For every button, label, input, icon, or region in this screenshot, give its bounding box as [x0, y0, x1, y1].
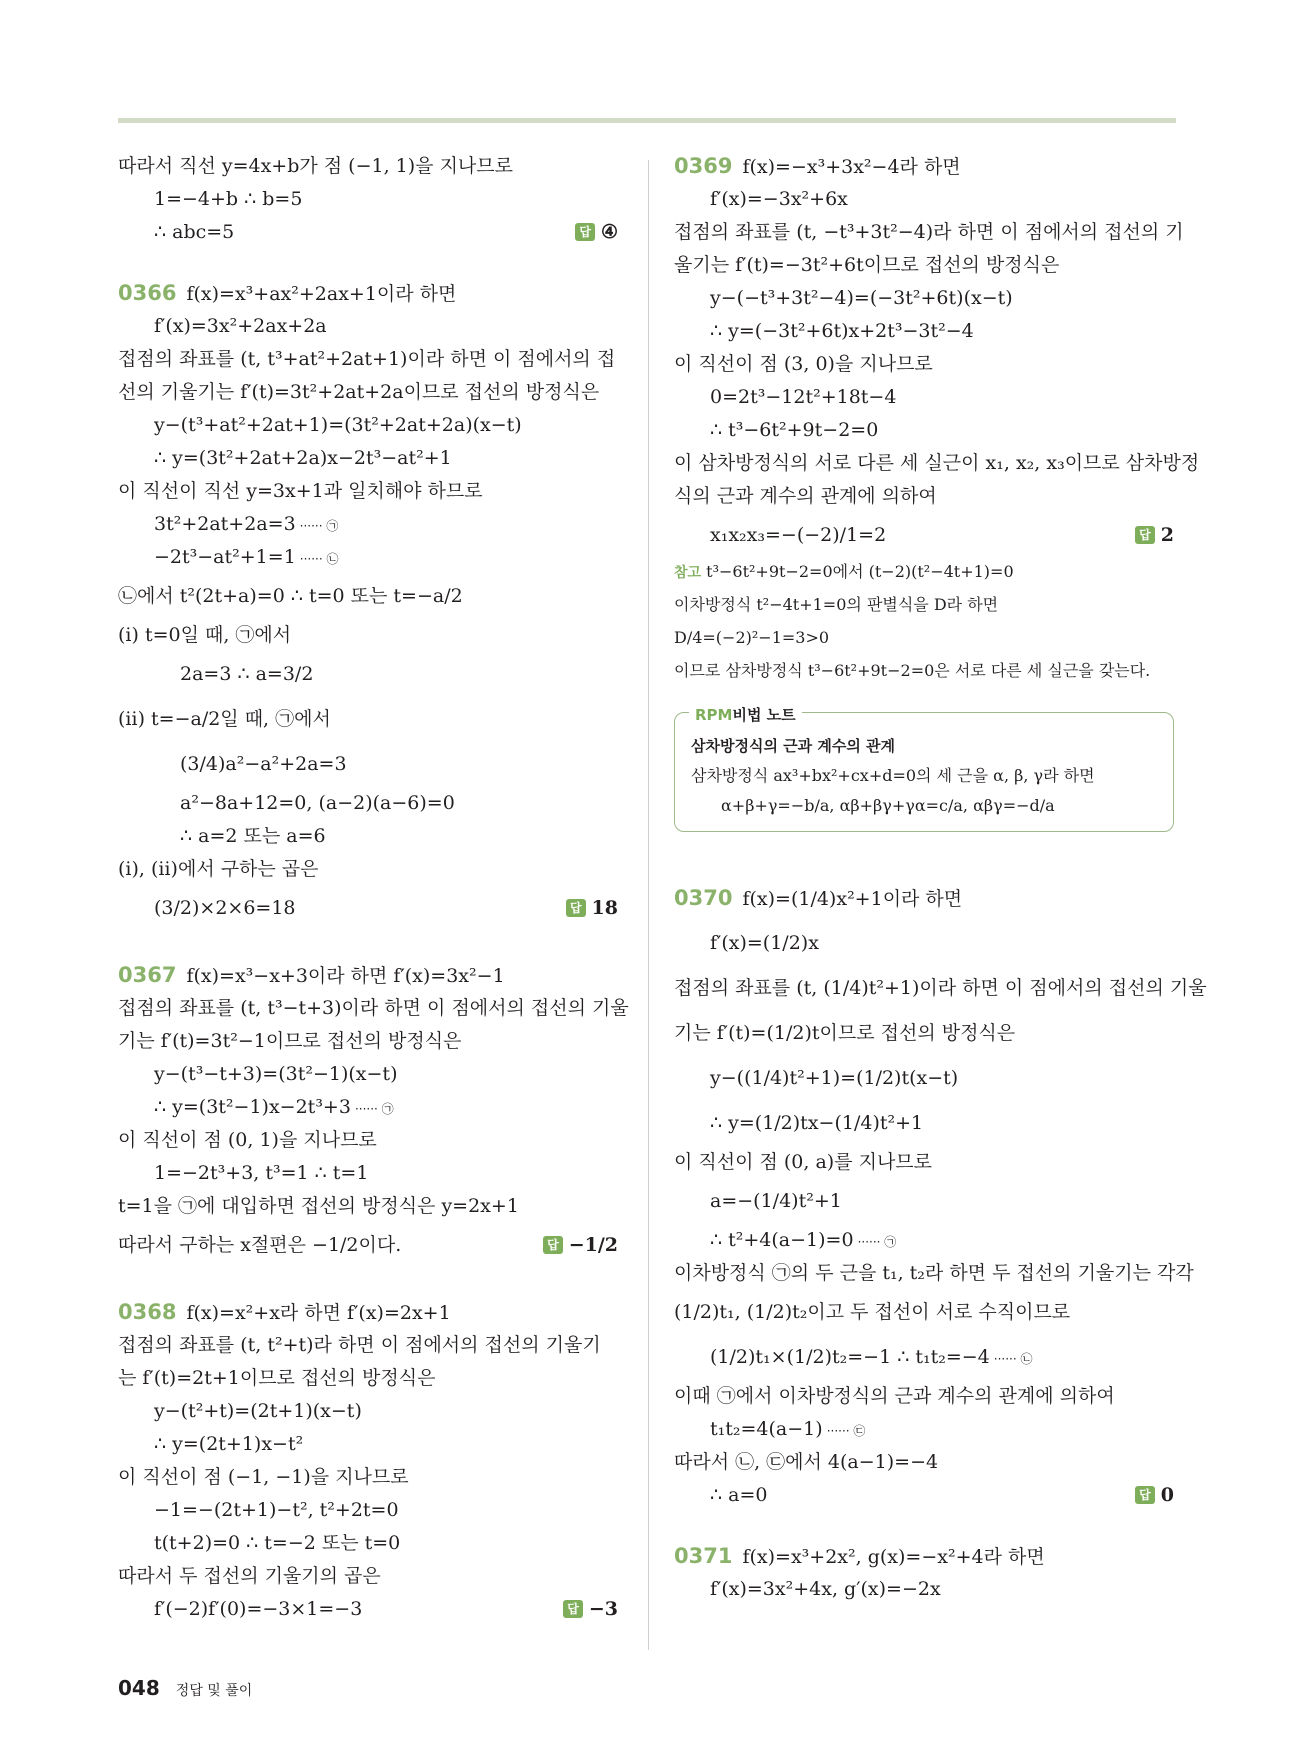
solution-line [674, 282, 1174, 315]
answer [566, 886, 618, 931]
solution-text: f(x)=(1/4)x²+1이라 하면 [742, 888, 963, 910]
solution-text: ∴ y=(3t²−1)x−2t³+3 [154, 1096, 351, 1118]
solution-line [118, 541, 618, 574]
page-footer-label: 정답 및 풀이 [175, 1683, 253, 1699]
solution-line [118, 1025, 618, 1058]
solution-line [118, 1058, 618, 1091]
section-gap [118, 1268, 618, 1296]
solution-text: ∴ abc=5 [154, 221, 235, 243]
solution-line [118, 787, 618, 820]
solution-line [674, 1380, 1174, 1413]
solution-text: 이 직선이 점 (3, 0)을 지나므로 [674, 353, 933, 375]
page-number: 048 [118, 1676, 160, 1700]
answer-icon: 답 [575, 223, 595, 241]
reference-note-line [674, 558, 1174, 591]
top-rule [118, 118, 1176, 123]
page-footer [118, 1676, 252, 1700]
solution-text: t(t+2)=0 ∴ t=−2 또는 t=0 [154, 1532, 401, 1554]
solution-line [118, 442, 618, 475]
solution-text: 이 직선이 점 (−1, −1)을 지나므로 [118, 1466, 409, 1488]
problem-header [674, 150, 1174, 183]
rpm-note-box [674, 706, 1174, 832]
equation-tag: ······ ㉠ [857, 1235, 897, 1249]
solution-text: f′(x)=−3x²+6x [710, 188, 848, 210]
section-gap [118, 931, 618, 959]
reference-note-text: t³−6t²+9t−2=0에서 (t−2)(t²−4t+1)=0 [706, 562, 1014, 581]
solution-text: 따라서 두 접선의 기울기의 곱은 [118, 1565, 381, 1587]
solution-text: 접점의 좌표를 (t, t³+at²+2at+1)이라 하면 이 점에서의 접 [118, 348, 616, 370]
solution-line [118, 1494, 618, 1527]
problem-header [674, 1540, 1174, 1573]
rpm-note-title [689, 699, 802, 732]
solution-line [118, 1091, 618, 1124]
section-gap [674, 1512, 1174, 1540]
solution-text: (ⅰ) t=0일 때, ㉠에서 [118, 624, 292, 646]
reference-note-line [674, 624, 1174, 657]
solution-line [674, 1479, 1174, 1512]
answer [575, 216, 618, 249]
solution-text: t=1을 ㉠에 대입하면 접선의 방정식은 y=2x+1 [118, 1195, 519, 1217]
equation-tag: ······ ㉡ [299, 552, 339, 566]
answer-value: ④ [600, 221, 618, 243]
solution-text: 따라서 구하는 x절편은 −1/2이다. [118, 1234, 402, 1256]
solution-line [118, 574, 618, 619]
solution-text: y−(t²+t)=(2t+1)(x−t) [154, 1400, 362, 1422]
left-column [118, 150, 629, 1626]
solution-line [674, 183, 1174, 216]
solution-text: 0=2t³−12t²+18t−4 [710, 386, 897, 408]
solution-text: 이 직선이 직선 y=3x+1과 일치해야 하므로 [118, 480, 483, 502]
problem-number: 0368 [118, 1300, 177, 1324]
solution-line [118, 619, 618, 652]
rpm-note-heading: 삼차방정식의 근과 계수의 관계 [691, 737, 896, 755]
problem-header [118, 1296, 618, 1329]
solution-line [674, 1224, 1174, 1257]
section-gap [674, 848, 1174, 876]
solution-line [118, 150, 618, 183]
solution-text: ∴ t³−6t²+9t−2=0 [710, 419, 879, 441]
solution-line [674, 1146, 1174, 1179]
solution-text: 이때 ㉠에서 이차방정식의 근과 계수의 관계에 의하여 [674, 1385, 1115, 1407]
answer [1135, 1479, 1174, 1512]
solution-line [118, 886, 618, 931]
solution-text: 이 삼차방정식의 서로 다른 세 실근이 x₁, x₂, x₃이므로 삼차방정 [674, 452, 1200, 474]
answer-value: 0 [1160, 1484, 1174, 1506]
solution-line [674, 249, 1174, 282]
solution-line [674, 447, 1200, 480]
solution-line [118, 310, 618, 343]
rpm-note-formula: α+β+γ=−b/a, αβ+βγ+γα=c/a, αβγ=−d/a [721, 796, 1055, 815]
solution-text: 2a=3 ∴ a=3/2 [180, 663, 314, 685]
problem-number: 0371 [674, 1544, 733, 1568]
answer-icon: 답 [1135, 526, 1155, 544]
solution-line [674, 1290, 1174, 1335]
solution-text: 이차방정식 ㉠의 두 근을 t₁, t₂라 하면 두 접선의 기울기는 각각 [674, 1262, 1194, 1284]
solution-text: ∴ a=2 또는 a=6 [180, 825, 326, 847]
solution-text: (ⅰ), (ⅱ)에서 구하는 곱은 [118, 858, 319, 880]
solution-line [118, 376, 618, 409]
problem-header [674, 876, 1174, 921]
solution-text: f(x)=−x³+3x²−4라 하면 [742, 156, 961, 178]
reference-note-text: D/4=(−2)²−1=3>0 [674, 628, 830, 647]
solution-text: 식의 근과 계수의 관계에 의하여 [674, 485, 937, 507]
solution-text: f(x)=x²+x라 하면 f′(x)=2x+1 [186, 1302, 451, 1324]
solution-text: f′(x)=3x²+4x, g′(x)=−2x [710, 1578, 941, 1600]
solution-line [118, 652, 618, 697]
answer-icon: 답 [1135, 1486, 1155, 1504]
solution-line [674, 381, 1174, 414]
answer [1135, 513, 1174, 558]
reference-note-text: 이므로 삼차방정식 t³−6t²+9t−2=0은 서로 다른 세 실근을 갖는다. [674, 661, 1151, 680]
answer-icon: 답 [543, 1236, 563, 1254]
solution-line [118, 1329, 618, 1362]
solution-line [674, 1101, 1174, 1146]
solution-line [118, 409, 618, 442]
solution-text: 기는 f′(t)=(1/2)t이므로 접선의 방정식은 [674, 1022, 1016, 1044]
answer [563, 1593, 618, 1626]
rpm-note-text: 삼차방정식 ax³+bx²+cx+d=0의 세 근을 α, β, γ라 하면 [691, 766, 1095, 785]
solution-line [674, 1413, 1174, 1446]
column-divider [648, 160, 649, 1650]
solution-line [118, 1395, 618, 1428]
solution-text: ∴ y=(1/2)tx−(1/4)t²+1 [710, 1112, 924, 1134]
solution-text: 이 직선이 점 (0, 1)을 지나므로 [118, 1129, 377, 1151]
solution-text: y−(−t³+3t²−4)=(−3t²+6t)(x−t) [710, 287, 1013, 309]
solution-line [118, 1428, 618, 1461]
rpm-label-suffix: 비법 노트 [732, 706, 796, 724]
solution-text: y−(t³+at²+2at+1)=(3t²+2at+2a)(x−t) [154, 414, 522, 436]
solution-line [674, 1011, 1174, 1056]
problem-header [118, 277, 618, 310]
solution-text: ∴ a=0 [710, 1484, 768, 1506]
reference-note-line [674, 657, 1174, 690]
equation-tag: ······ ㉠ [354, 1102, 394, 1116]
solution-text: f(x)=x³+ax²+2ax+1이라 하면 [186, 283, 457, 305]
solution-text: f′(x)=3x²+2ax+2a [154, 315, 327, 337]
section-gap [118, 249, 618, 277]
solution-text: a²−8a+12=0, (a−2)(a−6)=0 [180, 792, 455, 814]
solution-text: 접점의 좌표를 (t, −t³+3t²−4)라 하면 이 점에서의 접선의 기 [674, 221, 1184, 243]
solution-text: (3/4)a²−a²+2a=3 [180, 753, 347, 775]
right-column [674, 150, 1207, 1606]
solution-line [118, 183, 618, 216]
solution-text: 따라서 직선 y=4x+b가 점 (−1, 1)을 지나므로 [118, 155, 513, 177]
solution-line [118, 1223, 618, 1268]
solution-line [118, 343, 618, 376]
solution-text: ∴ y=(−3t²+6t)x+2t³−3t²−4 [710, 320, 974, 342]
solution-text: ∴ t²+4(a−1)=0 [710, 1229, 854, 1251]
solution-text: f(x)=x³−x+3이라 하면 f′(x)=3x²−1 [186, 965, 505, 987]
solution-line [118, 1461, 618, 1494]
solution-line [674, 480, 1174, 513]
solution-line [674, 513, 1174, 558]
problem-number: 0366 [118, 281, 177, 305]
solution-line [674, 1573, 1174, 1606]
solution-text: 접점의 좌표를 (t, (1/4)t²+1)이라 하면 이 점에서의 접선의 기울 [674, 977, 1207, 999]
equation-tag: ······ ㉢ [826, 1424, 866, 1438]
problem-number: 0370 [674, 886, 733, 910]
solution-line [118, 1527, 618, 1560]
solution-text: 1=−2t³+3, t³=1 ∴ t=1 [154, 1162, 369, 1184]
reference-note-line [674, 591, 1174, 624]
solution-text: 선의 기울기는 f′(t)=3t²+2at+2a이므로 접선의 방정식은 [118, 381, 600, 403]
answer-icon: 답 [566, 899, 586, 917]
solution-text: f′(x)=(1/2)x [710, 932, 819, 954]
solution-line [118, 475, 618, 508]
solution-text: f′(−2)f′(0)=−3×1=−3 [154, 1598, 363, 1620]
solution-line [118, 1190, 618, 1223]
rpm-label: RPM [695, 706, 733, 724]
answer-icon: 답 [563, 1600, 583, 1618]
solution-line [674, 1257, 1194, 1290]
solution-line [118, 508, 618, 541]
solution-text: f(x)=x³+2x², g(x)=−x²+4라 하면 [742, 1546, 1045, 1568]
solution-line [674, 1335, 1174, 1380]
solution-line [674, 348, 1174, 381]
solution-line [674, 315, 1174, 348]
reference-note-label: 참고 [674, 565, 702, 581]
solution-text: 1=−4+b ∴ b=5 [154, 188, 303, 210]
solution-text: ∴ y=(2t+1)x−t² [154, 1433, 304, 1455]
solution-line [674, 966, 1207, 1011]
solution-text: y−(t³−t+3)=(3t²−1)(x−t) [154, 1063, 398, 1085]
solution-line [118, 1560, 618, 1593]
solution-line [674, 1446, 1174, 1479]
solution-text: (ⅱ) t=−a/2일 때, ㉠에서 [118, 708, 331, 730]
solution-line [118, 992, 629, 1025]
solution-line [674, 1056, 1174, 1101]
solution-line [118, 1362, 618, 1395]
solution-text: 이 직선이 점 (0, a)를 지나므로 [674, 1151, 933, 1173]
solution-text: −1=−(2t+1)−t², t²+2t=0 [154, 1499, 399, 1521]
answer-value: −3 [588, 1598, 618, 1620]
problem-number: 0369 [674, 154, 733, 178]
solution-text: ∴ y=(3t²+2at+2a)x−2t³−at²+1 [154, 447, 452, 469]
solution-text: a=−(1/4)t²+1 [710, 1190, 842, 1212]
solution-text: 따라서 ㉡, ㉢에서 4(a−1)=−4 [674, 1451, 939, 1473]
problem-header [118, 959, 618, 992]
reference-note-text: 이차방정식 t²−4t+1=0의 판별식을 D라 하면 [674, 595, 999, 614]
answer-value: −1/2 [568, 1234, 618, 1256]
equation-tag: ······ ㉡ [993, 1352, 1033, 1366]
solution-line [118, 216, 618, 249]
solution-text: x₁x₂x₃=−(−2)/1=2 [710, 524, 887, 546]
solution-text: (1/2)t₁×(1/2)t₂=−1 ∴ t₁t₂=−4 [710, 1346, 990, 1368]
solution-line [118, 820, 618, 853]
equation-tag: ······ ㉠ [299, 519, 339, 533]
solution-text: 접점의 좌표를 (t, t³−t+3)이라 하면 이 점에서의 접선의 기울 [118, 997, 629, 1019]
solution-line [118, 1593, 618, 1626]
solution-line [118, 1124, 618, 1157]
solution-line [674, 921, 1174, 966]
solution-text: ㉡에서 t²(2t+a)=0 ∴ t=0 또는 t=−a/2 [118, 585, 463, 607]
answer-value: 2 [1160, 524, 1174, 546]
solution-text: (3/2)×2×6=18 [154, 897, 296, 919]
solution-text: (1/2)t₁, (1/2)t₂이고 두 접선이 서로 수직이므로 [674, 1301, 1071, 1323]
solution-text: y−((1/4)t²+1)=(1/2)t(x−t) [710, 1067, 959, 1089]
answer [543, 1223, 618, 1268]
answer-value: 18 [591, 897, 618, 919]
solution-text: 3t²+2at+2a=3 [154, 513, 296, 535]
solution-text: 기는 f′(t)=3t²−1이므로 접선의 방정식은 [118, 1030, 462, 1052]
solution-text: 접점의 좌표를 (t, t²+t)라 하면 이 점에서의 접선의 기울기 [118, 1334, 601, 1356]
solution-text: t₁t₂=4(a−1) [710, 1418, 823, 1440]
solution-line [118, 742, 618, 787]
solution-text: 울기는 f′(t)=−3t²+6t이므로 접선의 방정식은 [674, 254, 1060, 276]
problem-number: 0367 [118, 963, 177, 987]
solution-line [118, 853, 618, 886]
solution-line [674, 414, 1174, 447]
solution-line [118, 1157, 618, 1190]
solution-line [674, 216, 1184, 249]
solution-line [118, 697, 618, 742]
solution-line [674, 1179, 1174, 1224]
solution-text: 는 f′(t)=2t+1이므로 접선의 방정식은 [118, 1367, 436, 1389]
solution-text: −2t³−at²+1=1 [154, 546, 296, 568]
